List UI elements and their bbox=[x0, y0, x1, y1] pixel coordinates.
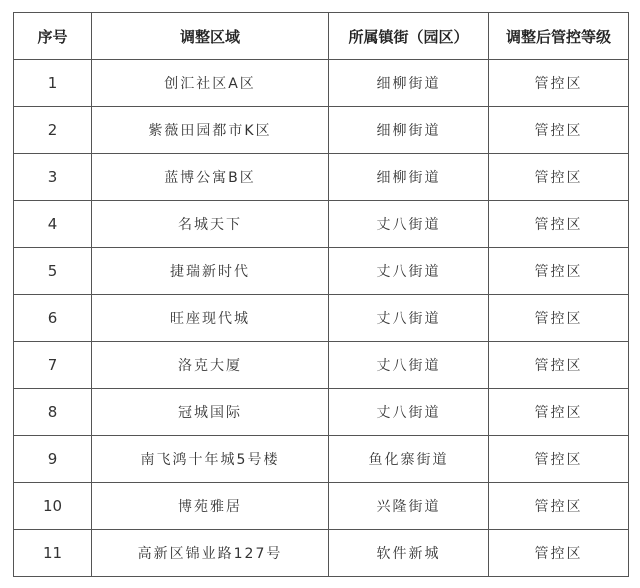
cell-control-level: 管控区 bbox=[489, 483, 629, 530]
cell-control-level: 管控区 bbox=[489, 295, 629, 342]
cell-serial-number: 10 bbox=[14, 483, 92, 530]
cell-street: 丈八街道 bbox=[329, 295, 489, 342]
cell-serial-number: 4 bbox=[14, 201, 92, 248]
cell-serial-number: 9 bbox=[14, 436, 92, 483]
cell-control-level: 管控区 bbox=[489, 342, 629, 389]
cell-street: 软件新城 bbox=[329, 530, 489, 577]
cell-control-level: 管控区 bbox=[489, 530, 629, 577]
table-row bbox=[14, 248, 629, 295]
cell-serial-number: 11 bbox=[14, 530, 92, 577]
cell-adjusted-area: 高新区锦业路127号 bbox=[92, 530, 329, 577]
cell-serial-number: 1 bbox=[14, 60, 92, 107]
cell-street: 丈八街道 bbox=[329, 389, 489, 436]
cell-adjusted-area: 博苑雅居 bbox=[92, 483, 329, 530]
header-serial-number: 序号 bbox=[14, 13, 92, 60]
cell-adjusted-area: 旺座现代城 bbox=[92, 295, 329, 342]
header-control-level: 调整后管控等级 bbox=[489, 13, 629, 60]
cell-street: 兴隆街道 bbox=[329, 483, 489, 530]
cell-control-level: 管控区 bbox=[489, 107, 629, 154]
header-adjusted-area: 调整区域 bbox=[92, 13, 329, 60]
cell-street: 细柳街道 bbox=[329, 154, 489, 201]
table-row bbox=[14, 530, 629, 577]
cell-adjusted-area: 创汇社区A区 bbox=[92, 60, 329, 107]
cell-street: 鱼化寨街道 bbox=[329, 436, 489, 483]
cell-control-level: 管控区 bbox=[489, 60, 629, 107]
cell-serial-number: 6 bbox=[14, 295, 92, 342]
cell-serial-number: 5 bbox=[14, 248, 92, 295]
cell-street: 丈八街道 bbox=[329, 201, 489, 248]
cell-serial-number: 3 bbox=[14, 154, 92, 201]
cell-adjusted-area: 冠城国际 bbox=[92, 389, 329, 436]
table-row bbox=[14, 60, 629, 107]
table-row bbox=[14, 389, 629, 436]
cell-control-level: 管控区 bbox=[489, 248, 629, 295]
cell-control-level: 管控区 bbox=[489, 154, 629, 201]
table-row bbox=[14, 295, 629, 342]
table-row bbox=[14, 107, 629, 154]
cell-adjusted-area: 蓝博公寓B区 bbox=[92, 154, 329, 201]
cell-adjusted-area: 紫薇田园都市K区 bbox=[92, 107, 329, 154]
control-zone-table bbox=[13, 12, 629, 577]
table-row bbox=[14, 154, 629, 201]
cell-control-level: 管控区 bbox=[489, 436, 629, 483]
cell-street: 丈八街道 bbox=[329, 248, 489, 295]
table-row bbox=[14, 342, 629, 389]
header-street: 所属镇街（园区） bbox=[329, 13, 489, 60]
cell-serial-number: 2 bbox=[14, 107, 92, 154]
cell-adjusted-area: 洛克大厦 bbox=[92, 342, 329, 389]
cell-adjusted-area: 名城天下 bbox=[92, 201, 329, 248]
cell-control-level: 管控区 bbox=[489, 201, 629, 248]
table-row bbox=[14, 201, 629, 248]
cell-street: 细柳街道 bbox=[329, 107, 489, 154]
table-header-row bbox=[14, 13, 629, 60]
cell-control-level: 管控区 bbox=[489, 389, 629, 436]
cell-adjusted-area: 南飞鸿十年城5号楼 bbox=[92, 436, 329, 483]
cell-serial-number: 7 bbox=[14, 342, 92, 389]
table-row bbox=[14, 436, 629, 483]
cell-adjusted-area: 捷瑞新时代 bbox=[92, 248, 329, 295]
cell-street: 丈八街道 bbox=[329, 342, 489, 389]
cell-serial-number: 8 bbox=[14, 389, 92, 436]
table-row bbox=[14, 483, 629, 530]
table-body bbox=[14, 60, 629, 577]
cell-street: 细柳街道 bbox=[329, 60, 489, 107]
